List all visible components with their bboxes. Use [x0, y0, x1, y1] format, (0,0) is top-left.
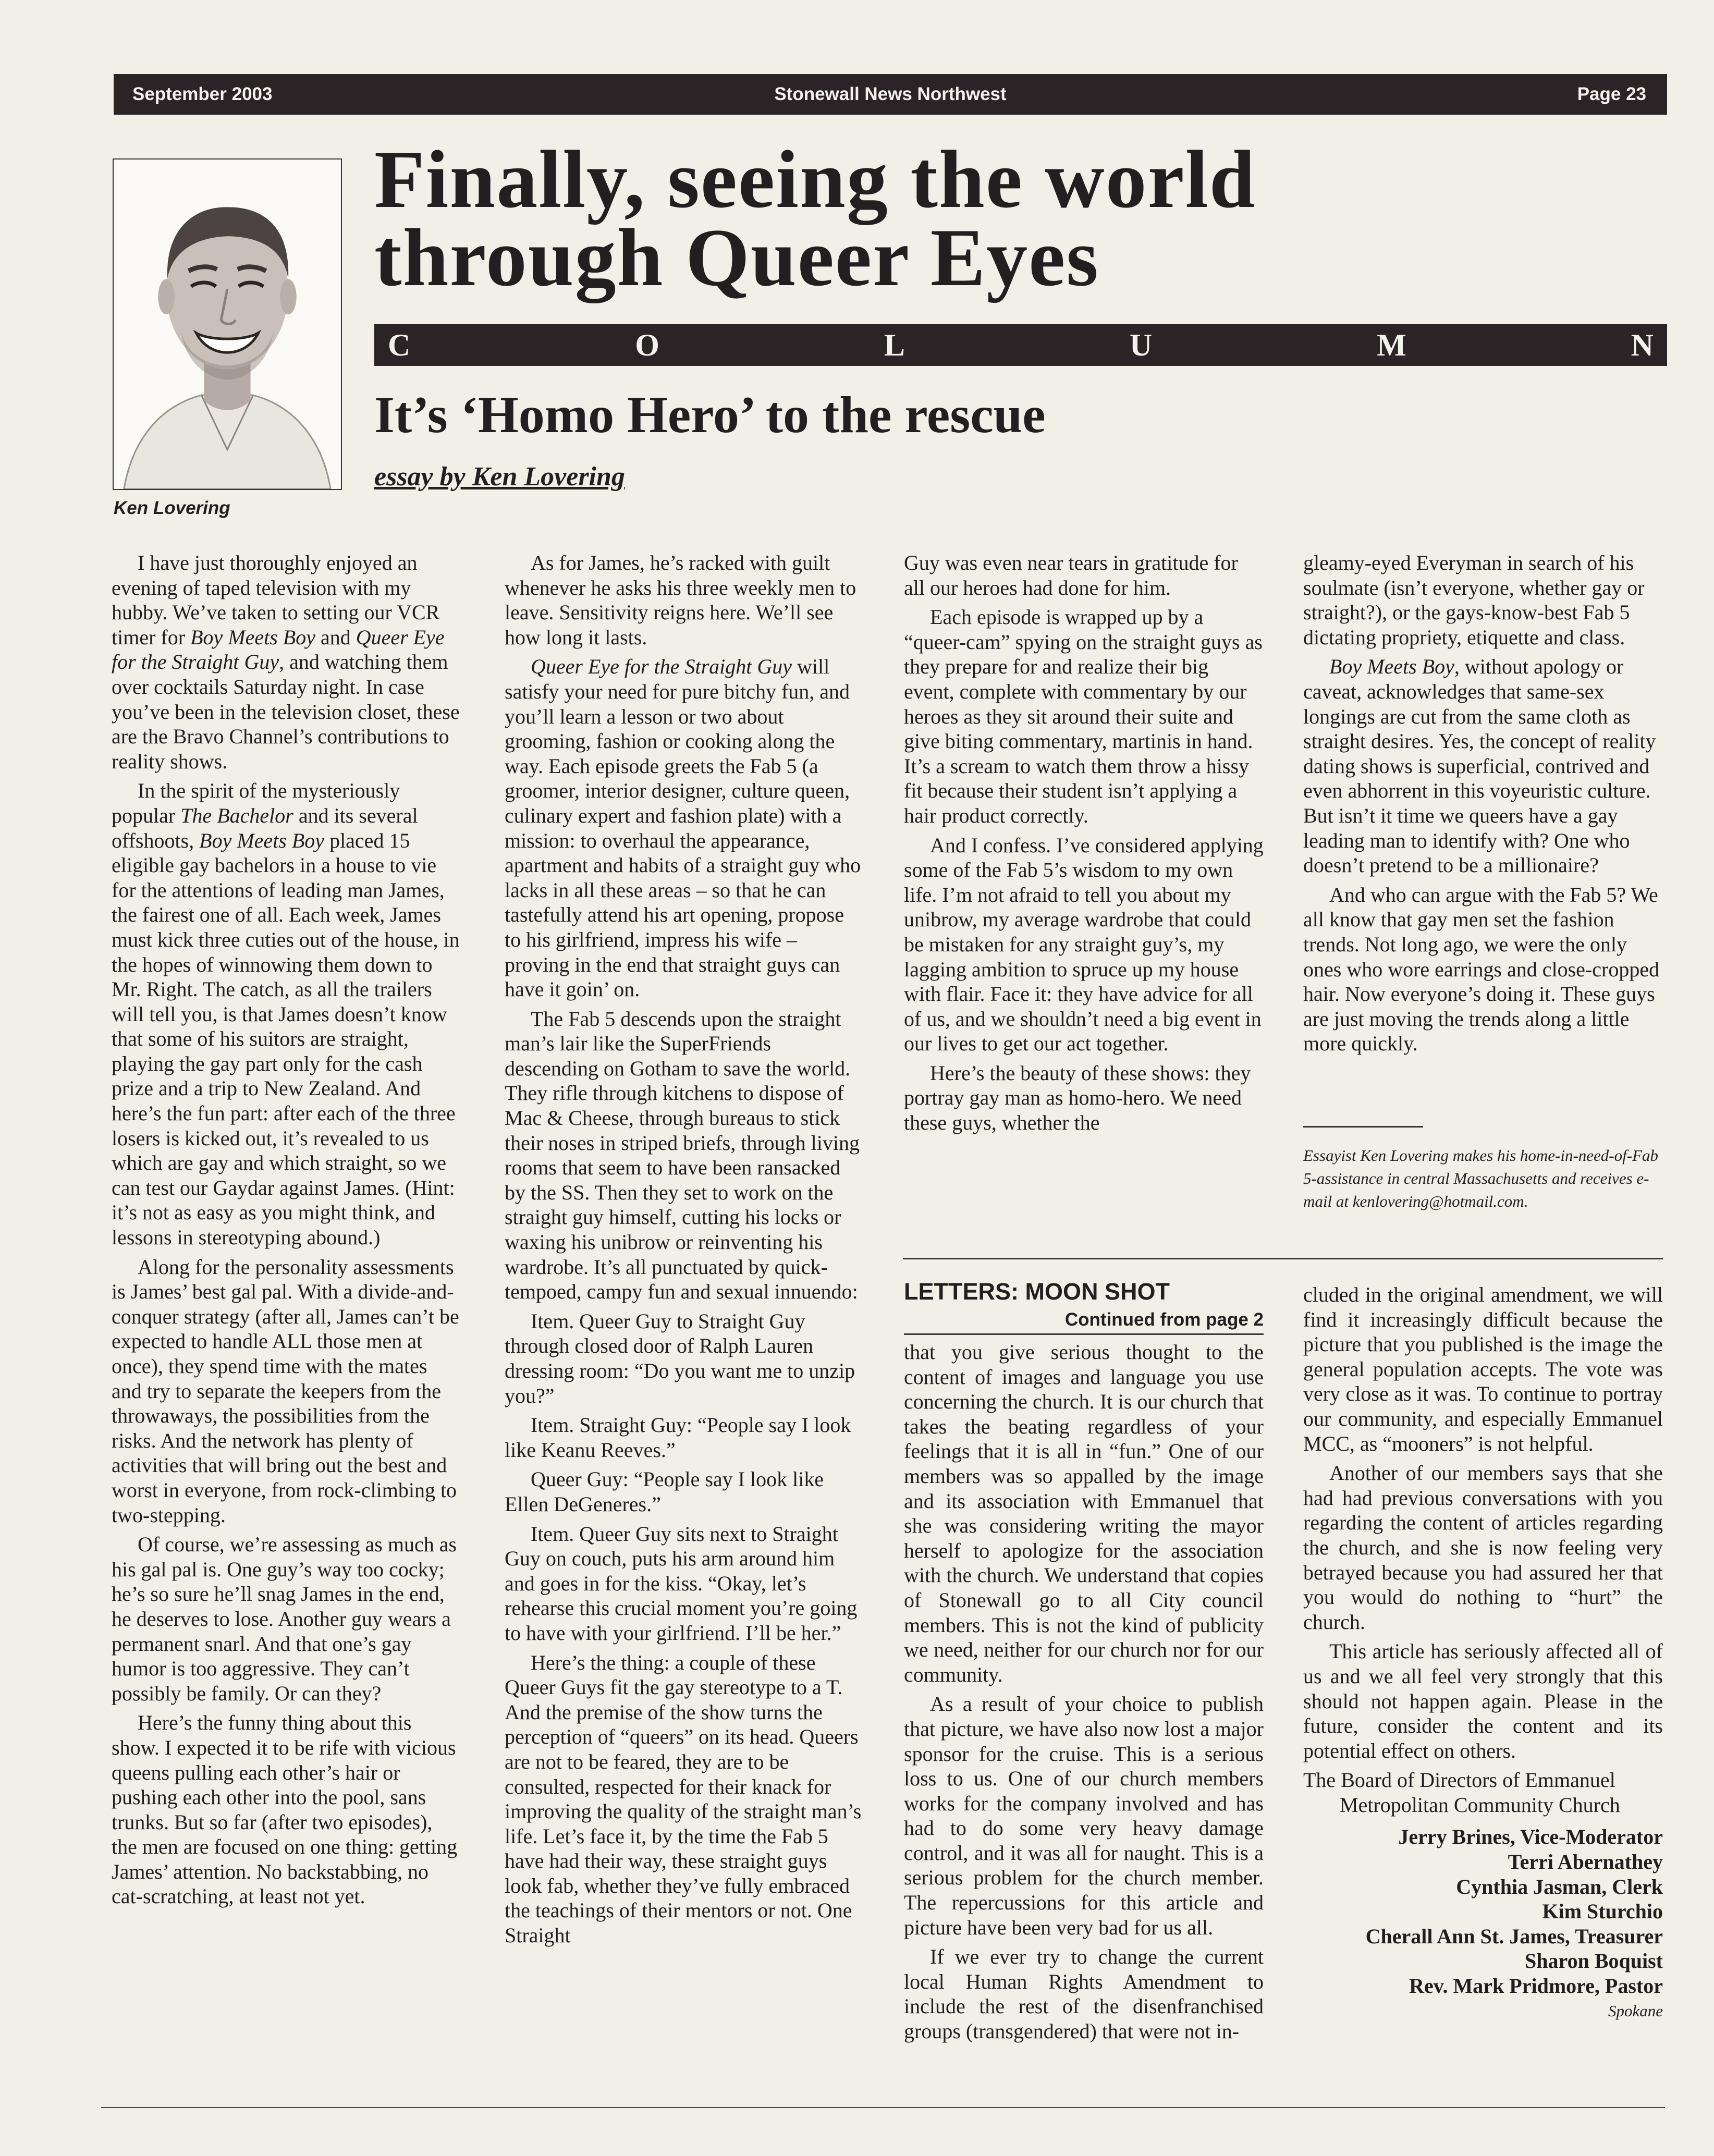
- letter-paragraph: Another of our members says that she had had previous conversations with you regarding the content of articles regarding the church, and she is now feeling very betrayed because you had assured her that you would do nothing to “hurt” the church.: [1303, 1461, 1663, 1634]
- italic-title: Queer Eye for the Straight Guy: [112, 625, 445, 674]
- letter-paragraph: that you give serious thought to the content of images and language you use concerning the church. It is our church that takes the beating regardless of your feelings that it is all in “fun.” One of our members was so appalled by the image and its association with Emmanuel that she was considering writing the mayor herself to apologize for the association with the church. We understand that copies of Stonewall go to all City council members. This is not the kind of publicity we need, neither for our church nor for our community.: [904, 1340, 1264, 1686]
- page-header-bar: [114, 74, 1667, 115]
- letter-paragraph: As a result of your choice to publish that picture, we have also now lost a major sponsor for the cruise. This is a serious loss to us. One of our church members works for the company involved and has had to do some very heavy damage control, and it was all for naught. This is a serious problem for the church member. The repercussions for this article and picture have been very bad for us all.: [904, 1692, 1264, 1939]
- issue-date: September 2003: [132, 84, 273, 104]
- italic-title: The Bachelor: [180, 803, 293, 827]
- section-letter: C: [388, 327, 411, 362]
- article-paragraph: Item. Queer Guy to Straight Guy through closed door of Ralph Lauren dressing room: “Do you want me to unzip you?”: [505, 1309, 855, 1407]
- article-byline: essay by Ken Lovering: [374, 462, 625, 492]
- section-label-bar: [374, 324, 1667, 366]
- article-paragraph: Here’s the beauty of these shows: they portray gay man as homo-hero. We need these guys, whether the: [904, 1061, 1251, 1135]
- article-paragraph: In the spirit of the mysteriously popular The Bachelor and its several offshoots, Boy Meets Boy placed 15 eligible gay bachelors in a house to vie for the attentions of leading man James, the fairest one of all. Each week, James must kick three cuties out of the house, in the hopes of winnowing them down to Mr. Right. The catch, as all the trailers will tell you, is that James doesn’t know that some of his suitors are straight, playing the gay part only for the cash prize and a trip to New Zealand. And here’s the fun part: after each of the three losers is kicked out, it’s revealed to us which are gay and which straight, so we can test our Gaydar against James. (Hint: it’s not as easy as you might think, and lessons in stereotyping abound.): [112, 779, 460, 1250]
- signer: Rev. Mark Pridmore, Pastor: [1409, 1974, 1663, 1998]
- headline-line-2: through Queer Eyes: [374, 212, 1099, 304]
- photo-caption: Ken Lovering: [114, 498, 230, 518]
- signer-city: Spokane: [1608, 2001, 1663, 2020]
- article-subhead: It’s ‘Homo Hero’ to the rescue: [374, 386, 1046, 444]
- continued-from-label: Continued from page 2: [1064, 1309, 1264, 1330]
- headline-line-1: Finally, seeing the world: [374, 134, 1256, 225]
- article-paragraph: And who can argue with the Fab 5? We all know that gay men set the fashion trends. Not long ago, we were the only ones who wore earrings and close-cropped hair. Now everyone’s doing it. These guys are just moving the trends along a little more quickly.: [1303, 883, 1660, 1056]
- bio-divider: [1303, 1126, 1423, 1128]
- board-line: Metropolitan Community Church: [1340, 1793, 1620, 1817]
- section-letter: O: [635, 327, 659, 362]
- article-column-4: [1303, 550, 1663, 1061]
- italic-title: Queer Eye for the Straight Guy: [531, 655, 792, 679]
- signers-list: [1303, 1824, 1663, 2023]
- article-paragraph: gleamy-eyed Everyman in search of his soulmate (isn’t everyone, whether gay or straight?), or the gays-know-best Fab 5 dictating propriety, etiquette and class.: [1303, 551, 1645, 649]
- section-letter: L: [884, 327, 905, 362]
- publication-name: Stonewall News Northwest: [774, 84, 1007, 104]
- article-paragraph: Queer Guy: “People say I look like Ellen DeGeneres.”: [505, 1467, 824, 1516]
- signer: Cynthia Jasman, Clerk: [1456, 1875, 1663, 1898]
- article-paragraph: Item. Queer Guy sits next to Straight Guy on couch, puts his arm around him and goes in for the kiss. “Okay, let’s rehearse this crucial moment you’re going to have with your girlfriend. I’ll be her.”: [505, 1522, 858, 1645]
- board-line: The Board of Directors of Emmanuel: [1303, 1768, 1615, 1792]
- article-paragraph: The Fab 5 descends upon the straight man’s lair like the SuperFriends descending on Gotham to save the world. They rifle through kitchens to dispose of Mac & Cheese, through bureaus to stick their noses in striped briefs, through living rooms that seem to have been ransacked by the SS. Then they set to work on the straight guy himself, cutting his locks or waxing his unibrow or reinventing his wardrobe. It’s all punctuated by quick-tempoed, campy fun and sexual innuendo:: [505, 1007, 860, 1304]
- article-paragraph: Guy was even near tears in gratitude for all our heroes had done for him.: [904, 551, 1238, 599]
- article-column-3: [904, 550, 1264, 1140]
- letters-column-1: [904, 1340, 1264, 2049]
- article-paragraph: Here’s the funny thing about this show. I expected it to be rife with vicious queens pulling each other’s hair or pushing each other into the pool, sans trunks. But so far (after two episodes), the men are focused on one thing: getting James’ attention. No backstabbing, no cat-scratching, at least not yet.: [112, 1711, 458, 1908]
- article-column-2: [505, 550, 864, 1953]
- article-paragraph: Item. Straight Guy: “People say I look like Keanu Reeves.”: [505, 1413, 851, 1462]
- section-letter: U: [1129, 327, 1153, 362]
- signer: Kim Sturchio: [1542, 1900, 1663, 1924]
- letter-paragraph: cluded in the original amendment, we will find it increasingly difficult because the picture that you published is the image the general population accepts. The vote was very close as it was. To continue to portray our community, and especially Emmanuel MCC, as “mooners” is not helpful.: [1303, 1283, 1663, 1455]
- letter-paragraph: If we ever try to change the current local Human Rights Amendment to include the rest of the disenfranchised groups (transgendered) that were not in-: [904, 1945, 1264, 2043]
- italic-title: Boy Meets Boy: [190, 625, 315, 649]
- article-headline: [374, 134, 1667, 304]
- article-paragraph: Here’s the thing: a couple of these Queer Guys fit the gay stereotype to a T. And the premise of the show turns the perception of “queers” on its head. Queers are not to be feared, they are to be consulted, respected for their knack for improving the quality of the straight man’s life. Let’s face it, by the time the Fab 5 have had their way, these straight guys look fab, whether they’ve fully embraced the teachings of their mentors or not. One Straight: [505, 1650, 862, 1947]
- page-bottom-rule: [101, 2107, 1665, 2108]
- letter-paragraph: This article has seriously affected all of us and we all feel very strongly that this should not happen again. Please in the future, consider the content and its potential effect on others.: [1303, 1639, 1663, 1762]
- article-paragraph: Queer Eye for the Straight Guy will satisfy your need for pure bitchy fun, and you’ll learn a lesson or two about grooming, fashion or cooking along the way. Each episode greets the Fab 5 (a groomer, interior designer, culture queen, culinary expert and fashion plate) with a mission: to overhaul the appearance, apartment and habits of a straight guy who lacks in all these areas – so that he can tastefully attend his art opening, propose to his girlfriend, impress his wife – proving in the end that straight guys can have it goin’ on.: [505, 655, 861, 1001]
- letters-title: LETTERS: MOON SHOT: [904, 1278, 1170, 1305]
- section-letter: N: [1631, 327, 1654, 362]
- signer: Sharon Boquist: [1525, 1949, 1663, 1973]
- letters-column-2: [1303, 1282, 1663, 2023]
- page-number: Page 23: [1577, 84, 1646, 104]
- signer: Jerry Brines, Vice-Moderator: [1398, 1825, 1663, 1849]
- signer: Terri Abernathey: [1508, 1850, 1663, 1874]
- article-paragraph: Each episode is wrapped up by a “queer-cam” spying on the straight guys as they prepare for and realize their big event, complete with commentary by our heroes as they sit around their suite and give biting commentary, martinis in hand. It’s a scream to watch them throw a hissy fit because their student isn’t applying a hair product correctly.: [904, 605, 1263, 827]
- signer: Cherall Ann St. James, Treasurer: [1365, 1924, 1663, 1948]
- author-photo: [113, 158, 342, 490]
- article-paragraph: Along for the personality assessments is James’ best gal pal. With a divide-and-conquer strategy (after all, James can’t be expected to handle ALL those men at once), they spend time with the mates and try to separate the keepers from the throwaways, the possibilities from the risks. And the network has plenty of activities that will bring out the best and worst in everyone, from rock-climbing to two-stepping.: [112, 1255, 459, 1527]
- author-portrait-image: [114, 160, 341, 489]
- article-paragraph: And I confess. I’ve considered applying some of the Fab 5’s wisdom to my own life. I’m not afraid to tell you about my unibrow, my average wardrobe that could be mistaken for any straight guy’s, my lagging ambition to spruce up my house with flair. Face it: they have advice for all of us, and we shouldn’t need a big event in our lives to get our act together.: [904, 833, 1264, 1056]
- italic-title: Boy Meets Boy: [1329, 655, 1454, 679]
- letters-title-rule: [904, 1333, 1264, 1335]
- section-letter: M: [1377, 327, 1406, 362]
- section-divider: [903, 1258, 1663, 1259]
- article-paragraph: Boy Meets Boy, without apology or caveat, acknowledges that same-sex longings are cut from the same cloth as straight desires. Yes, the concept of reality dating shows is superficial, contrived and even abhorrent in this voyeuristic culture. But isn’t it time we queers have a gay leading man to identify with? One who doesn’t pretend to be a millionaire?: [1303, 655, 1656, 877]
- article-paragraph: Of course, we’re assessing as much as his gal pal is. One guy’s way too cocky; he’s so sure he’ll snag James in the end, he deserves to lose. Another guy wears a permanent snarl. And that one’s gay humor is too aggressive. They can’t possibly be family. Or can they?: [112, 1533, 457, 1705]
- board-signature: [1303, 1768, 1663, 1817]
- italic-title: Boy Meets Boy: [199, 828, 325, 852]
- article-paragraph: I have just thoroughly enjoyed an evening of taped television with my hubby. We’ve taken to setting our VCR timer for Boy Meets Boy and Queer Eye for the Straight Guy, and watching them over cocktails Saturday night. In case you’ve been in the television closet, these are the Bravo Channel’s contributions to reality shows.: [112, 551, 460, 773]
- article-paragraph: As for James, he’s racked with guilt whenever he asks his three weekly men to leave. Sensitivity reigns here. We’ll see how long it lasts.: [505, 551, 856, 649]
- article-column-1: [112, 550, 462, 1914]
- author-bio: Essayist Ken Lovering makes his home-in-need-of-Fab 5-assistance in central Massachusetts and receives e-mail at kenlovering@hotmail.com.: [1303, 1146, 1659, 1210]
